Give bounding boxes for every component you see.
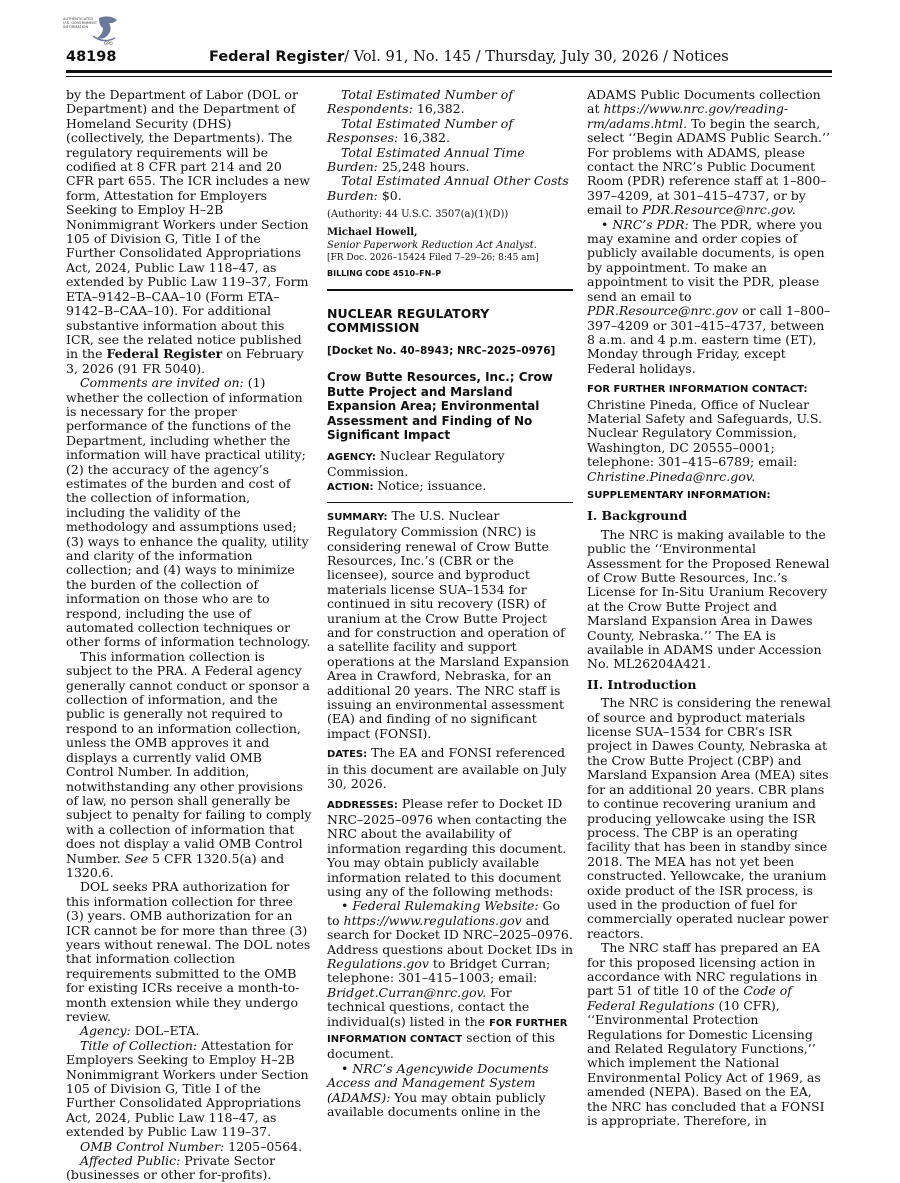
agency-field: AGENCY: Nuclear Regulatory Commission. [327,447,505,479]
background-paragraph: The NRC is making available to the public the ‘‘Environmental Assessment for the Proposed Renewal of Crow Butte Resources, Inc.’s License for In-Situ Uranium Recovery at the Crow Butte Project and Marsland Expansion Area in Dawes County, Nebraska.’’ The EA is available in ADAMS under Accession No. ML26204A421. [587,526,830,672]
addresses-paragraph: ADDRESSES: Please refer to Docket ID NRC–2025–0976 when contacting the NRC about the availability of information regarding this document. You may obtain publicly available information related to this document using any of the following methods: [327,795,567,899]
bullet-pdr: • NRC’s PDR: The PDR, where you may examine and order copies of publicly available documents, is open by appointment. To make an appointment to visit the PDR, please send an email to PDR.Resource@nrc.gov or call 1–800–397–4209 or 301–415–4737, between 8 a.m. and 4 p.m. eastern time (ET), Monday through Friday, except Federal holidays. [587,216,831,376]
field-time-burden: Total Estimated Annual Time Burden: 25,248 hours. [327,144,525,175]
issue-details: / Vol. 91, No. 145 / Thursday, July 30, 2026 / Notices [344,49,729,65]
introduction-paragraph-1: The NRC is considering the renewal of source and byproduct materials license SUA–1534 for CBR’s ISR project in Dawes County, Nebraska at the Crow Butte Project (CBP) and Marsland Expansion Area (MEA) sites for an additional 20 years. CBR plans to continue recovering uranium and producing yellowcake using the ISR process. The CBP is an operating facility that has been in standby since 2018. The MEA has not yet been constructed. Yellowcake, the uranium oxide product of the ISR process, is used in the production of fuel for commercially operated nuclear power reactors. [587,695,831,941]
logo-line-3: INFORMATION [63,25,89,29]
summary-divider [327,502,573,503]
field-omb-control-number: OMB Control Number: 1205–0564. [80,1138,303,1154]
field-title-of-collection: Title of Collection: Attestation for Employers Seeking to Employ H–2B Nonimmigrant Workers under Section 105 of Division G, Title I of the Further Consolidated Appropriations Act, 2024, Public Law 118–47, as extended by Public Law 119–37. [66,1037,309,1140]
fr-doc-line: [FR Doc. 2026–15424 Filed 7–29–26; 8:45 am] [327,253,539,264]
field-cost-burden: Total Estimated Annual Other Costs Burden: $0. [327,173,569,203]
document-title: Crow Butte Resources, Inc.; Crow Butte Project and Marsland Expansion Area; Environmental Assessment and Finding of No Significant Impact [327,370,553,443]
pineda-email-link[interactable]: Christine.Pineda@nrc.gov. [587,468,756,484]
curran-email-link[interactable]: Bridget.Curran@nrc.gov. [327,984,487,1000]
publication-name: Federal Register [209,49,345,65]
summary-paragraph: SUMMARY: The U.S. Nuclear Regulatory Commission (NRC) is considering renewal of Crow Butte Resources, Inc.’s (CBR or the licensee), source and byproduct materials license SUA–1534 for continued in situ recovery (ISR) of uranium at the Crow Butte Project and for construction and operation of a satellite facility and support operations at the Marsland Expansion Area in Crawford, Nebraska, for an additional 20 years. The NRC staff is issuing an environmental assessment (EA) and finding of no significant impact (FONSI). [327,507,570,741]
logo-line-2: U.S. GOVERNMENT [63,21,98,25]
page-number: 48198 [66,49,117,65]
contact-paragraph: FOR FURTHER INFORMATION CONTACT: Christine Pineda, Office of Nuclear Material Safety and Safeguards, U.S. Nuclear Regulatory Commission, Washington, DC 20555–0001; telephone: 301–415–6789; email: Christine.Pineda@nrc.gov. [587,384,822,484]
field-respondents: Total Estimated Number of Respondents: 16,382. [327,87,513,117]
gpo-authentication-logo [63,14,121,48]
column-3 [587,88,833,1128]
signer-title: Senior Paperwork Reduction Act Analyst. [327,240,537,252]
field-affected-public: Affected Public: Private Sector (businesses or other for-profits). [66,1153,276,1183]
paragraph-pra: This information collection is subject to the PRA. A Federal agency generally cannot conduct or sponsor a collection of information, and the public is generally not required to respond to an information collection, unless the OMB approves it and displays a currently valid OMB Control Number. In addition, notwithstanding any other provisions of law, no person shall generally be subject to penalty for failing to comply with a collection of information that does not display a valid OMB Control Number. See 5 CFR 1320.5(a) and 1320.6. [66,648,312,880]
adams-paragraph: ADAMS Public Documents collection at https://www.nrc.gov/reading-rm/adams.html. To begin the search, select ‘‘Begin ADAMS Public Search.’’ For problems with ADAMS, please contact the NRC’s Public Document Room (PDR) reference staff at 1–800–397–4209, at 301–415–4737, or by email to PDR.Resource@nrc.gov. [587,87,830,218]
docket-number: [Docket No. 40–8943; NRC–2025–0976] [327,344,556,357]
pdr-email-link-2[interactable]: PDR.Resource@nrc.gov [587,303,739,319]
running-head [209,49,729,65]
authority-citation: (Authority: 44 U.S.C. 3507(a)(1)(D)) [327,209,509,221]
introduction-paragraph-2: The NRC staff has prepared an EA for this proposed licensing action in accordance with NRC regulations in part 51 of title 10 of the Code of Federal Regulations (10 CFR), ‘‘Environmental Protection Regulations for Domestic Licensing and Related Regulatory Functions,’’ which implement the National Environmental Policy Act of 1969, as amended (NEPA). Based on the EA, the NRC has concluded that a FONSI is appropriate. Therefore, in [587,940,825,1129]
bullet-adams: • NRC’s Agencywide Documents Access and Management System (ADAMS): You may obtain publicly available documents online in the [327,1060,549,1120]
column-2 [327,88,573,1119]
column-1 [66,88,312,1183]
paragraph-authorization: DOL seeks PRA authorization for this information collection for three (3) years. OMB authorization for an ICR cannot be for more than three (3) years without renewal. The DOL notes that information collection requirements submitted to the OMB for existing ICRs receive a month-to-month extension while they undergo review. [66,879,311,1024]
pdr-email-link[interactable]: PDR.Resource@nrc.gov. [642,202,796,218]
action-field: ACTION: Notice; issuance. [327,478,487,494]
agency-heading: NUCLEAR REGULATORY COMMISSION [327,305,490,336]
bullet-federal-rulemaking: • Federal Rulemaking Website: Go to https://www.regulations.gov and search for Docket ID NRC–2025–0976. Address questions about Docket IDs in Regulations.gov to Bridget Curran; telephone: 301–415–1003; email: Bridget.Curran@nrc.gov. For technical questions, contact the individual(s) listed in the FOR FURTHER INFORMATION CONTACT section of this document. [327,898,573,1062]
signer-name: Michael Howell, [327,227,418,239]
dates-paragraph: DATES: The EA and FONSI referenced in this document are available on July 30, 2026. [327,745,567,792]
logo-line-1: AUTHENTICATED [63,17,94,21]
paragraph-icr-description: by the Department of Labor (DOL or Department) and the Department of Homeland Security (DHS) (collectively, the Departments). The regulatory requirements will be codified at 8 CFR part 214 and 20 CFR part 655. The ICR includes a new form, Attestation for Employers Seeking to Employ H–2B Nonimmigrant Workers under Section 105 of Division G, Title I of the Further Consolidated Appropriations Act, 2024, Public Law 118–47, as extended by Public Law 119–37, Form ETA–9142–B–CAA–10 (Form ETA–9142–B–CAA–10). For additional substantive information about this ICR, see the related notice published in the Federal Register on February 3, 2026 (91 FR 5040). [66,87,310,376]
paragraph-comments: Comments are invited on: (1) whether the collection of information is necessary for the proper performance of the functions of the Department, including whether the information will have practical utility; (2) the accuracy of the agency’s estimates of the burden and cost of the collection of information, including the validity of the methodology and assumptions used; (3) ways to enhance the quality, utility and clarity of the information collection; and (4) ways to minimize the burden of the collection of information on those who are to respond, including the use of automated collection techniques or other forms of information technology. [66,375,311,650]
background-heading: I. Background [587,508,688,524]
billing-code: BILLING CODE 4510–FN–P [327,269,442,279]
running-header [66,49,832,71]
field-responses: Total Estimated Number of Responses: 16,382. [327,115,513,146]
header-rule-thin [66,76,832,77]
logo-gpo: GPO [104,41,113,46]
regulations-gov-link[interactable]: https://www.regulations.gov [343,912,522,928]
adams-link[interactable]: https://www.nrc.gov/reading-rm/adams.html. [587,101,789,131]
header-rule-thick [66,70,832,73]
supplementary-heading: SUPPLEMENTARY INFORMATION: [587,489,771,501]
introduction-heading: II. Introduction [587,676,697,692]
field-agency: Agency: DOL–ETA. [80,1023,200,1039]
section-divider [327,289,573,291]
